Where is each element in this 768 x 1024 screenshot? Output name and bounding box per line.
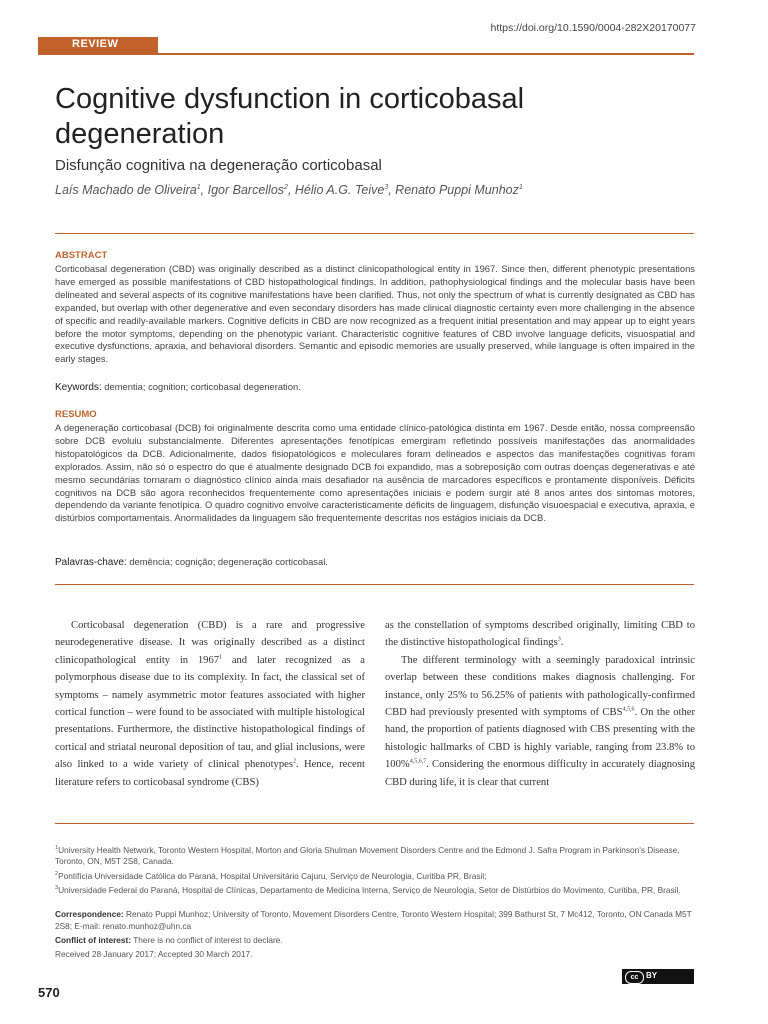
affiliation-text: University Health Network, Toronto Western Hospital, Morton and Gloria Shulman Movement Disorders Centre and the Edmond J. Safra Program in Parkinson's Disease, Toronto, ON, M5T 2S8, Canada. — [55, 844, 680, 867]
palavras-chave-value: demência; cognição; degeneração corticobasal. — [129, 556, 328, 567]
keywords-line — [55, 381, 301, 393]
abstract-text: Corticobasal degeneration (CBD) was originally described as a distinct clinicopathological entity in 1967. Since then, different phenotypic presentations have emerged as possible manifestations of CBD histopathological findings. In addition, pathophysiological findings and the molecular basis have been delineated and several aspects of its cognitive manifestations have been clarified. Thus, not only the spectrum of what is currently designated as CBD has expanded, but overlap with other degenerative and even secondary disorders has made clinical diagnostic certainty even more challenging in the absence of specific and readily-available markers. Cognitive deficits in CBD are now recognized as a frequent initial presentation and may appear up to eight years before the motor symptoms, depending on the phenotypic variant. Characteristic cognitive features of CBD involve language deficits, visuospatial and executive dysfunctions, apraxia, and behavioral disorders. Semantic and episodic memories are usually preserved, while language is often impaired in the early stages. — [55, 263, 695, 365]
keywords-value: dementia; cognition; corticobasal degeneration. — [104, 381, 301, 392]
cc-icon: cc — [625, 971, 644, 984]
author-name: Renato Puppi Munhoz — [395, 183, 519, 197]
affiliation-ref: 3 — [384, 183, 389, 191]
cc-by-license-badge[interactable] — [622, 969, 694, 984]
body-text: . Hence, recent literature refers to corticobasal syndrome (CBS) — [55, 759, 365, 788]
article-subtitle: Disfunção cognitiva na degeneração corticobasal — [55, 157, 382, 174]
body-text: as the constellation of symptoms described originally, limiting CBD to the distinctive histopathological findings — [385, 620, 695, 649]
affiliation-number: 2 — [55, 871, 59, 877]
affiliation-number: 1 — [55, 845, 59, 851]
doi-link[interactable]: https://doi.org/10.1590/0004-282X20170077 — [490, 22, 696, 34]
body-text: and later recognized as a polymorphous disease due to its complexity. In fact, the classical set of symptoms – namely asymmetric motor features associated with higher cortical function – were found to be associated with multiple histological presentations. Furthermore, the distinctive histopathological findings of cortical and striatal neuronal deposition of tau, and glial inclusions, were also linked to a wide variety of clinical phenotypes — [55, 654, 365, 771]
section-rule — [38, 53, 694, 55]
section-label: REVIEW — [72, 38, 119, 50]
conflict-text: There is no conflict of interest to declare. — [131, 935, 283, 945]
affiliation-text: Universidade Federal do Paraná, Hospital de Clínicas, Departamento de Medicina Interna, Serviço de Neurologia, Setor de Distúrbios do Movimento, Curitiba, PR, Brasil. — [58, 884, 681, 895]
page-number: 570 — [38, 985, 60, 1000]
keywords-label: Keywords: — [55, 382, 102, 393]
body-text: . Considering the enormous difficulty in accurately diagnosing CBD during life, it is clear that current — [385, 759, 695, 788]
conflict-of-interest — [55, 935, 700, 947]
affiliation-ref: 2 — [284, 183, 288, 191]
affiliation-ref: 1 — [196, 183, 201, 191]
author-name: Laís Machado de Oliveira — [55, 183, 197, 197]
conflict-label: Conflict of interest: — [55, 935, 132, 945]
resumo-heading: RESUMO — [55, 409, 97, 420]
affiliation-text: Pontifícia Universidade Católica do Paraná, Hospital Universitário Cajuru, Serviço de Neurologia, Curitiba PR, Brasil; — [58, 870, 487, 881]
citation-ref[interactable]: 1 — [219, 654, 223, 661]
correspondence-label: Correspondence: — [55, 909, 124, 919]
article-title: Cognitive dysfunction in corticobasal degeneration — [55, 83, 525, 150]
body-text: . On the other hand, the proportion of patients diagnosed with CBS presenting with the histologic hallmarks of CBD is highly variable, ranging from 23.8% to 100% — [385, 707, 695, 771]
body-column-right — [385, 617, 695, 791]
body-paragraph — [385, 617, 695, 652]
citation-ref[interactable]: 2 — [292, 758, 296, 765]
affiliation-number: 3 — [55, 885, 59, 891]
body-paragraph — [385, 652, 695, 791]
body-column-left — [55, 617, 365, 791]
affiliation-1 — [55, 843, 700, 868]
author-name: Hélio A.G. Teive — [294, 183, 385, 197]
citation-ref[interactable]: 4,5,6 — [622, 706, 635, 713]
palavras-chave-label: Palavras-chave: — [55, 557, 127, 568]
affiliation-3 — [55, 883, 700, 896]
author-list: Laís Machado de Oliveira$^1$, Igor Barcellos$^2$, Hélio A.G. Teive$^3$, Renato Puppi Munhoz$^1$ — [55, 183, 523, 197]
abstract-heading: ABSTRACT — [55, 250, 108, 261]
divider — [55, 823, 694, 824]
body-text: Corticobasal degeneration (CBD) is a rare and progressive neurodegenerative disease. It was originally described as a distinct clinicopathological entity in 1967 — [55, 620, 365, 666]
divider — [55, 233, 694, 234]
received-dates: Received 28 January 2017; Accepted 30 March 2017. — [55, 949, 253, 959]
divider — [55, 584, 694, 585]
citation-ref[interactable]: 3 — [557, 636, 561, 643]
affiliation-2 — [55, 869, 700, 882]
section-label-bar — [38, 37, 158, 53]
citation-ref[interactable]: 4,5,6,7 — [409, 758, 427, 765]
correspondence — [55, 909, 700, 932]
palavras-chave-line — [55, 556, 328, 568]
by-label: BY — [646, 971, 658, 980]
affiliation-ref: 1 — [518, 183, 523, 191]
author-name: Igor Barcellos — [207, 183, 285, 197]
body-text: The different terminology with a seemingly paradoxical intrinsic overlap between these conditions makes diagnosis challenging. For instance, only 25% to 56.25% of patients with pathologically-confirmed CBD had previously presented with symptoms of CBS — [385, 654, 695, 719]
resumo-text: A degeneração corticobasal (DCB) foi originalmente descrita como uma entidade clínico-patológica distinta em 1967. Desde então, nossa compreensão sobre DCB evoluiu substancialmente. Diferentes apresentações fenotípicas emergiram refletindo possíveis manifestações das anormalidades histopatológicos da DCB. Adicionalmente, dados fisiopatológicos e moleculares foram delineados e aspectos das manifestações cognitivas foram explorados. Assim, não só o espectro do que é atualmente designado DCB foi expandido, mas a sobreposição com outras doenças degenerativas e até mesmo secundárias tornaram o diagnóstico clínico ainda mais desafiador na ausência de marcadores específicos e prontamente disponíveis. Déficits cognitivos na DCB são agora reconhecidos frequentemente como apresentações iniciais e podem surgir até 8 anos antes dos sintomas motores, dependendo da variante fenotípica. O quadro cognitivo envolve caracteristicamente déficits de linguagem, disfunção visuoespacial e executiva, apraxia, e distúrbios comportamentais. Anormalidades da linguagem são frequentemente descritas nos estágios iniciais da DCB. — [55, 422, 695, 524]
body-paragraph — [55, 617, 365, 791]
body-text: . — [560, 637, 564, 649]
correspondence-text: Renato Puppi Munhoz; University of Toronto, Movement Disorders Centre, Toronto Western Hospital; 399 Bathurst St, 7 Mc412, Toronto, ON Canada M5T 2S8; E-mail: renato.munhoz@uhn.ca — [55, 909, 692, 931]
